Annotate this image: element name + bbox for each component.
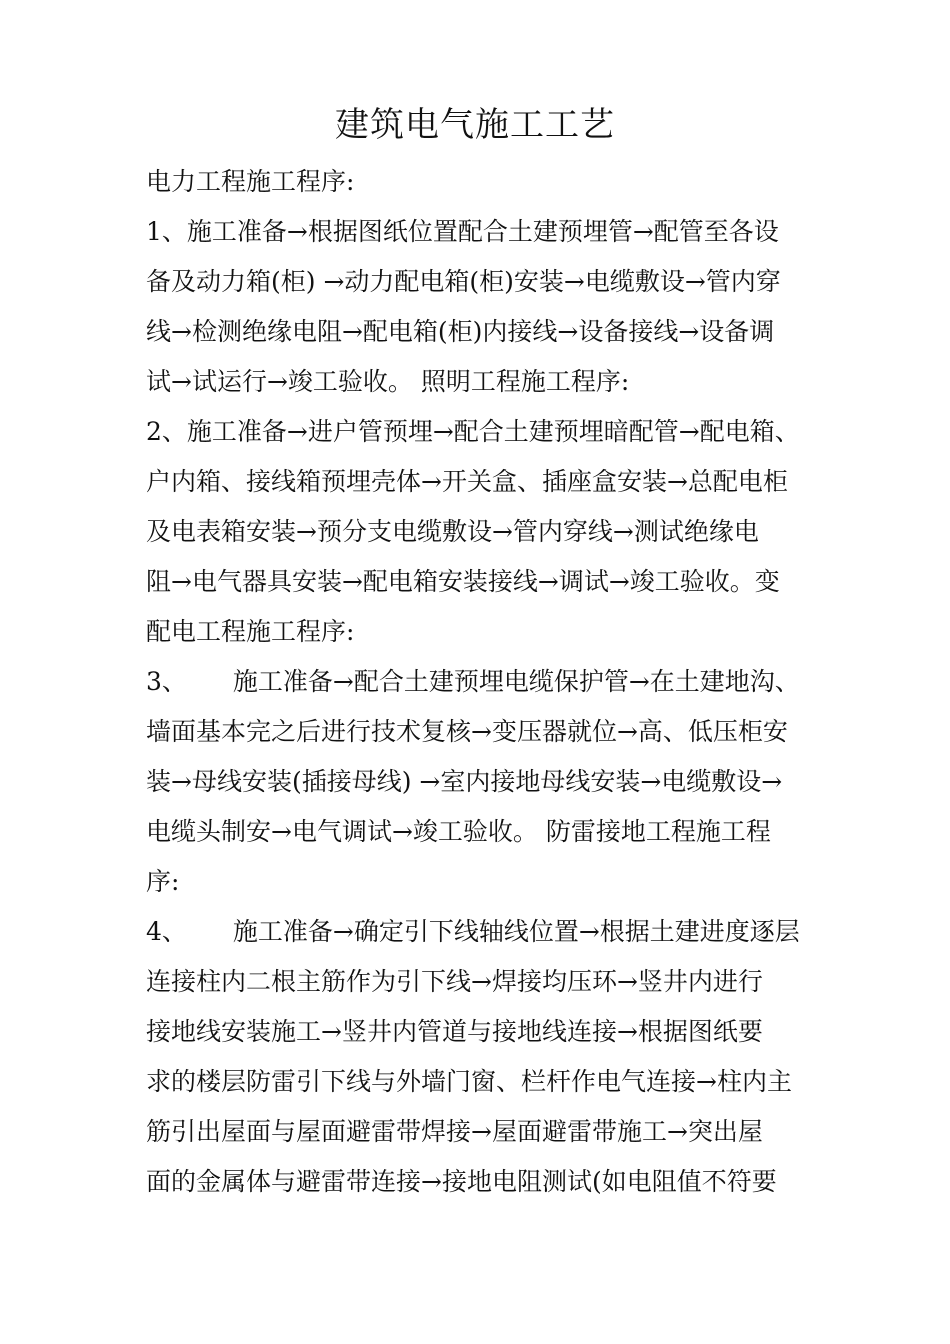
body-line bbox=[146, 957, 763, 1007]
body-line bbox=[146, 1157, 777, 1207]
line-text: 求的楼层防雷引下线与外墙门窗、栏杆作电气连接→柱内主 bbox=[146, 1067, 792, 1096]
body-line bbox=[146, 457, 788, 507]
body-line bbox=[146, 857, 179, 907]
list-number: 4、 bbox=[146, 917, 187, 946]
line-text: 1、施工准备→根据图纸位置配合土建预埋管→配管至各设 bbox=[146, 217, 779, 246]
line-text: 配电工程施工程序: bbox=[146, 617, 355, 646]
line-text: 面的金属体与避雷带连接→接地电阻测试(如电阻值不符要 bbox=[146, 1167, 777, 1196]
body-line bbox=[146, 407, 800, 457]
document-title: 建筑电气施工工艺 bbox=[335, 105, 615, 145]
line-text: 阻→电气器具安装→配电箱安装接线→调试→竣工验收。变 bbox=[146, 567, 780, 596]
body-line bbox=[146, 257, 781, 307]
body-line bbox=[146, 1107, 763, 1157]
line-text: 施工准备→配合土建预埋电缆保护管→在土建地沟、 bbox=[232, 667, 800, 696]
line-text: 施工准备→确定引下线轴线位置→根据土建进度逐层 bbox=[232, 917, 800, 946]
line-text: 连接柱内二根主筋作为引下线→焊接均压环→竖井内进行 bbox=[146, 967, 763, 996]
line-text: 装→母线安装(插接母线) →室内接地母线安装→电缆敷设→ bbox=[146, 767, 783, 796]
body-line bbox=[146, 207, 779, 257]
body-line bbox=[146, 757, 782, 807]
line-text: 序: bbox=[146, 867, 180, 896]
body-line bbox=[146, 557, 780, 607]
list-number: 3、 bbox=[146, 667, 187, 696]
line-text: 接地线安装施工→竖井内管道与接地线连接→根据图纸要 bbox=[146, 1017, 763, 1046]
line-text: 线→检测绝缘电阻→配电箱(柜)内接线→设备接线→设备调 bbox=[146, 317, 775, 346]
line-text: 电缆头制安→电气调试→竣工验收。 防雷接地工程施工程 bbox=[146, 817, 771, 846]
line-text: 筋引出屋面与屋面避雷带焊接→屋面避雷带施工→突出屋 bbox=[146, 1117, 763, 1146]
body-line bbox=[146, 807, 771, 857]
line-text: 墙面基本完之后进行技术复核→变压器就位→高、低压柜安 bbox=[146, 717, 788, 746]
body-line bbox=[146, 1007, 763, 1057]
body-line bbox=[146, 1057, 792, 1107]
section-heading: 电力工程施工程序: bbox=[146, 167, 355, 196]
line-text: 备及动力箱(柜) →动力配电箱(柜)安装→电缆敷设→管内穿 bbox=[146, 267, 781, 296]
body-line bbox=[146, 357, 629, 407]
body-line bbox=[146, 607, 354, 657]
body-line bbox=[146, 707, 788, 757]
line-text: 及电表箱安装→预分支电缆敷设→管内穿线→测试绝缘电 bbox=[146, 517, 759, 546]
line-text: 试→试运行→竣工验收。 照明工程施工程序: bbox=[146, 367, 630, 396]
body-line bbox=[146, 657, 800, 707]
line-text: 户内箱、接线箱预埋壳体→开关盒、插座盒安装→总配电柜 bbox=[146, 467, 788, 496]
body-line bbox=[146, 507, 759, 557]
body-line bbox=[146, 907, 800, 957]
body-line bbox=[146, 307, 774, 357]
line-text: 2、施工准备→进户管预埋→配合土建预埋暗配管→配电箱、 bbox=[146, 417, 800, 446]
